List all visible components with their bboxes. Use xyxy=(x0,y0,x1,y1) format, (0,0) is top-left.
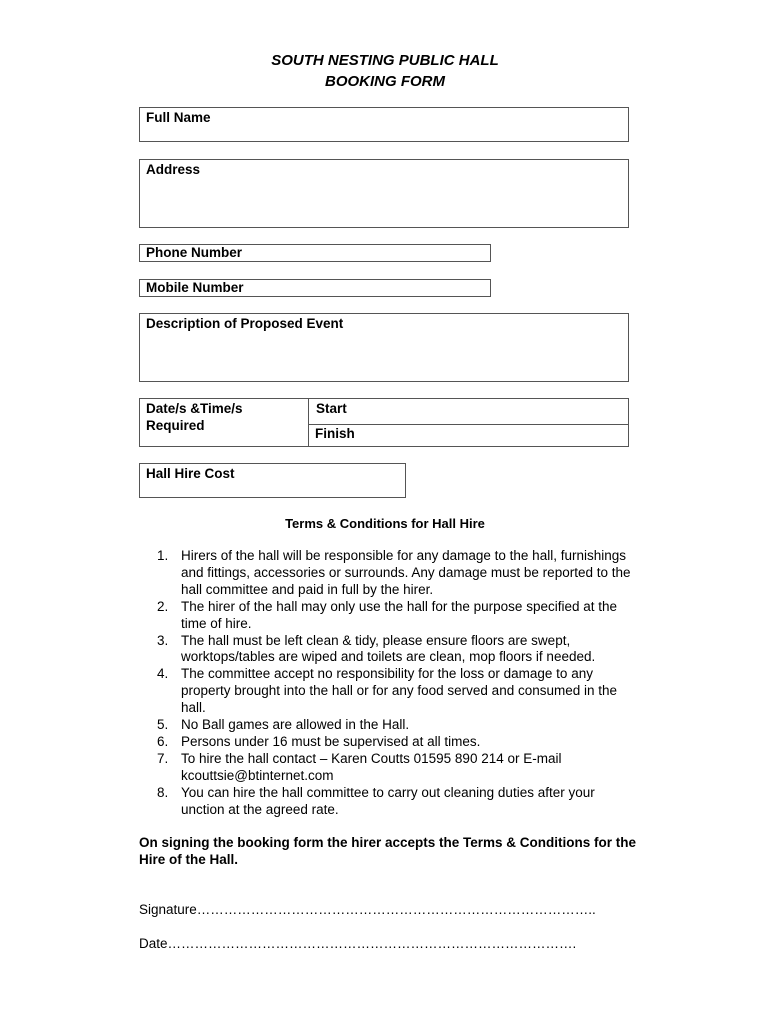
start-field[interactable] xyxy=(309,399,628,424)
finish-label: Finish xyxy=(315,426,355,441)
full-name-label: Full Name xyxy=(146,110,211,125)
acceptance-statement: On signing the booking form the hirer accepts the Terms & Conditions for the Hire of the Hall. xyxy=(139,835,637,867)
list-item: 6. Persons under 16 must be supervised at all times. xyxy=(157,733,481,749)
dates-table xyxy=(139,398,629,447)
hall-hire-cost-field[interactable] xyxy=(139,463,406,498)
address-label: Address xyxy=(146,162,201,177)
finish-field[interactable] xyxy=(309,425,628,446)
form-title-line1: SOUTH NESTING PUBLIC HALL xyxy=(271,52,499,69)
list-item: 8. You can hire the hall committee to carry out cleaning duties after your unction at the agreed rate. xyxy=(157,784,595,817)
dates-label-line2: Required xyxy=(146,418,205,433)
form-title-line2: BOOKING FORM xyxy=(325,73,445,90)
date-line[interactable]: Date………………………………………………………………………………. xyxy=(139,936,577,951)
list-item: 4. The committee accept no responsibility for the loss or damage to any property brought into the hall or for any food served and consumed in the hall. xyxy=(157,666,618,716)
list-item: 3. The hall must be left clean & tidy, please ensure floors are swept, worktops/tables are wiped and toilets are clean, mop floors if needed. xyxy=(157,632,596,665)
signature-line[interactable]: Signature…………………………………………………………………………….. xyxy=(139,902,596,917)
event-description-label: Description of Proposed Event xyxy=(146,316,344,331)
terms-list xyxy=(157,548,637,819)
start-label: Start xyxy=(316,401,347,416)
address-field[interactable] xyxy=(139,159,629,228)
dates-label-line1: Date/s &Time/s xyxy=(146,401,243,416)
list-item: 2. The hirer of the hall may only use the hall for the purpose specified at the time of hire. xyxy=(157,598,618,631)
list-item: 5. No Ball games are allowed in the Hall. xyxy=(157,717,410,733)
list-item: 7. To hire the hall contact – Karen Coutts 01595 890 214 or E-mail kcouttsie@btinternet.com xyxy=(157,750,562,783)
mobile-number-label: Mobile Number xyxy=(146,280,244,295)
hall-hire-cost-label: Hall Hire Cost xyxy=(146,466,235,481)
full-name-field[interactable] xyxy=(139,107,629,142)
mobile-number-field[interactable] xyxy=(139,279,491,297)
phone-number-label: Phone Number xyxy=(146,245,243,260)
event-description-field[interactable] xyxy=(139,313,629,382)
list-item: 1. Hirers of the hall will be responsible for any damage to the hall, furnishings and fittings, accessories or surrounds. Any damage must be reported to the hall committee and paid in full by the hirer. xyxy=(157,548,631,597)
phone-number-field[interactable] xyxy=(139,244,491,262)
terms-heading: Terms & Conditions for Hall Hire xyxy=(285,516,485,531)
